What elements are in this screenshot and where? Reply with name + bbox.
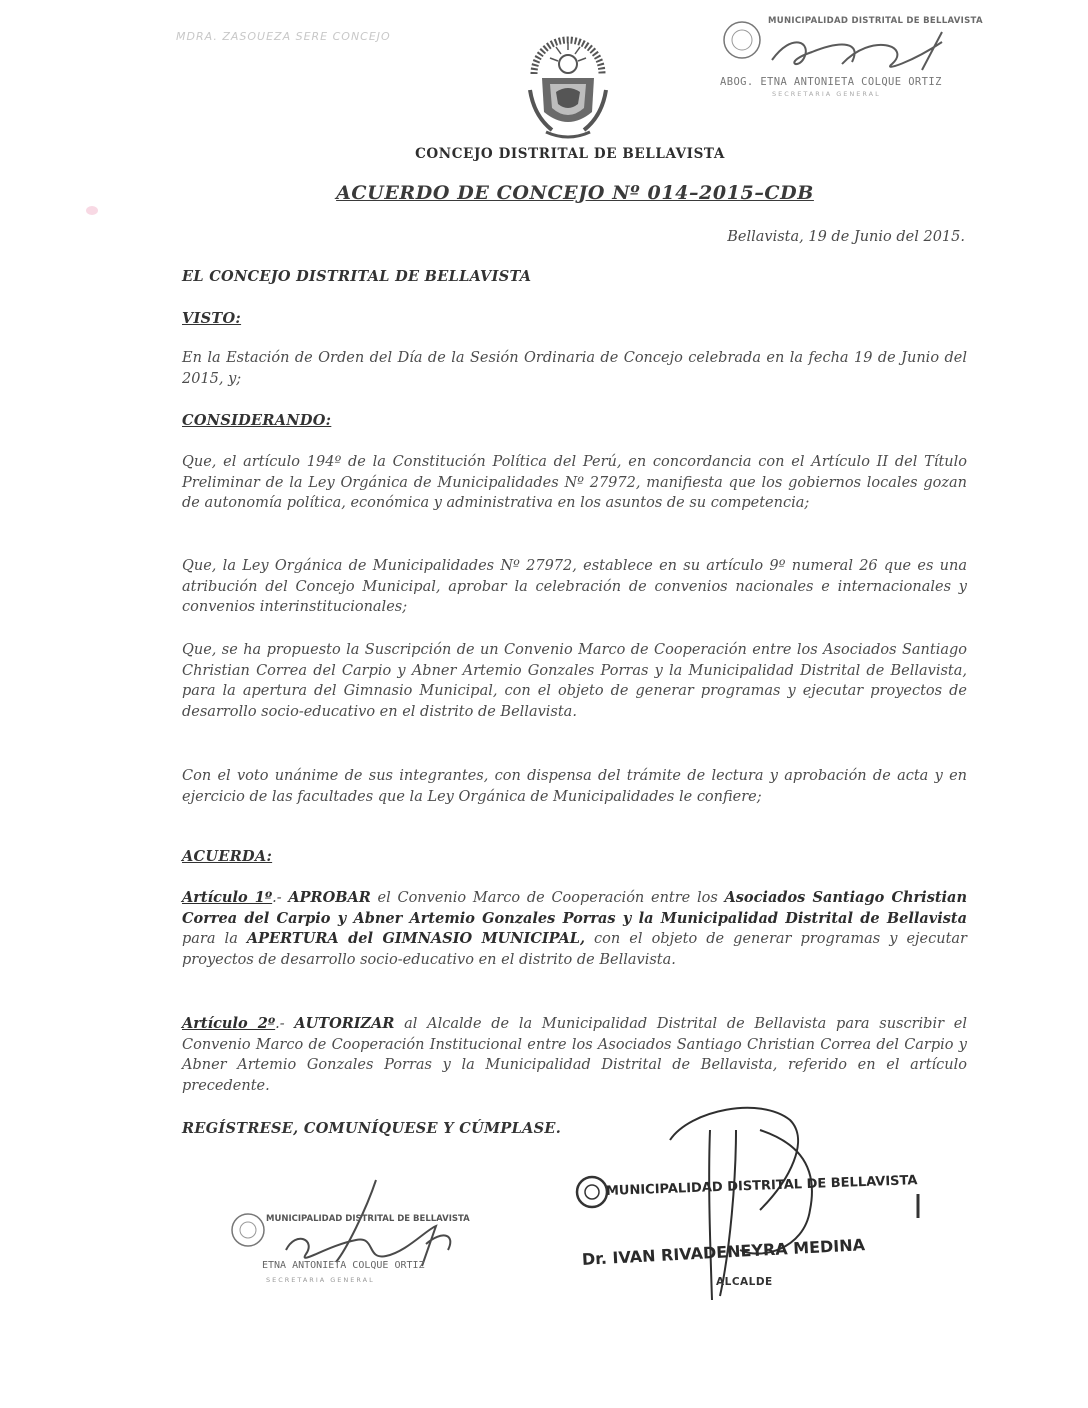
visto-paragraph: En la Estación de Orden del Día de la Sesión Ordinaria de Concejo celebrada en la fecha 19 de Junio del 2015, y; bbox=[182, 350, 967, 387]
signature-right-name: Dr. IVAN RIVADENEYRA MEDINA bbox=[581, 1235, 866, 1269]
stamp-name: ABOG. ETNA ANTONIETA COLQUE ORTIZ bbox=[720, 76, 942, 88]
signature-left-org: MUNICIPALIDAD DISTRITAL DE BELLAVISTA bbox=[266, 1214, 470, 1224]
closing-formula: REGÍSTRESE, COMUNÍQUESE Y CÚMPLASE. bbox=[182, 1120, 562, 1137]
considerando-paragraph-4: Con el voto unánime de sus integrantes, con dispensa del trámite de lectura y aprobación de acta y en ejercicio de las facultades que la Ley Orgánica de Municipalidades le confiere; bbox=[182, 768, 967, 805]
considerando-paragraph-2: Que, la Ley Orgánica de Municipalidades Nº 27972, establece en su artículo 9º numeral 26 que es una atribución del Concejo Municipal, aprobar la celebración de convenios nacionales e internacionales y convenios interinstitucionales; bbox=[182, 558, 967, 615]
signature-right-role: ALCALDE bbox=[716, 1276, 773, 1288]
faded-stamp-text: MDRA. ZASOUEZA SERE CONCEJO bbox=[176, 30, 391, 43]
considerando-paragraph-1: Que, el artículo 194º de la Constitución Política del Perú, en concordancia con el Artículo II del Título Preliminar de la Ley Orgánica de Municipalidades Nº 27972, manifiesta que los gobiernos locales gozan de autonomía política, económica y administrativa en los asuntos de su competencia; bbox=[182, 454, 967, 511]
stamp-role: SECRETARIA GENERAL bbox=[772, 90, 881, 98]
mayor-signature-block bbox=[560, 1100, 960, 1320]
considerando-heading: CONSIDERANDO: bbox=[182, 412, 332, 429]
organization-name: CONCEJO DISTRITAL DE BELLAVISTA bbox=[415, 146, 725, 162]
ink-smudge bbox=[86, 206, 98, 215]
signature-right-org: MUNICIPALIDAD DISTRITAL DE BELLAVISTA bbox=[605, 1173, 918, 1199]
secretary-stamp-top bbox=[712, 12, 982, 102]
article-2: Artículo 2º.- AUTORIZAR al Alcalde de la Municipalidad Distrital de Bellavista para suscribir el Convenio Marco de Cooperación Institucional entre los Asociados Santiago Christian Correa del Carpio y Abner Artemio Gonzales Porras y la Municipalidad Distrital de Bellavista, referido en el artículo precedente. bbox=[182, 1015, 967, 1094]
council-heading: EL CONCEJO DISTRITAL DE BELLAVISTA bbox=[182, 268, 532, 285]
signature-left-role: SECRETARIA GENERAL bbox=[266, 1276, 375, 1284]
article-2-label: Artículo 2º bbox=[182, 1015, 276, 1032]
article-1-label: Artículo 1º bbox=[182, 889, 273, 906]
document-date: Bellavista, 19 de Junio del 2015. bbox=[727, 229, 965, 245]
acuerda-heading: ACUERDA: bbox=[182, 848, 273, 865]
document-title: ACUERDO DE CONCEJO Nº 014–2015–CDB bbox=[336, 182, 814, 204]
municipal-crest-icon bbox=[520, 20, 616, 142]
stamp-org: MUNICIPALIDAD DISTRITAL DE BELLAVISTA bbox=[768, 16, 983, 26]
visto-heading: VISTO: bbox=[182, 310, 242, 327]
considerando-paragraph-3: Que, se ha propuesto la Suscripción de un Convenio Marco de Cooperación entre los Asociados Santiago Christian Correa del Carpio y Abner Artemio Gonzales Porras y la Municipalidad Distrital de Bellavista, para la apertura del Gimnasio Municipal, con el objeto de generar programas y ejecutar proyectos de desarrollo socio-educativo en el distrito de Bellavista. bbox=[182, 642, 967, 720]
article-1: Artículo 1º.- APROBAR el Convenio Marco de Cooperación entre los Asociados Santiago Christian Correa del Carpio y Abner Artemio Gonzales Porras y la Municipalidad Distrital de Bellavista para la APERTURA del GIMNASIO MUNICIPAL, con el objeto de generar programas y ejecutar proyectos de desarrollo socio-educativo en el distrito de Bellavista. bbox=[182, 889, 967, 968]
secretary-signature-block bbox=[226, 1170, 476, 1300]
signature-left-name: ETNA ANTONIETA COLQUE ORTIZ bbox=[262, 1260, 425, 1271]
